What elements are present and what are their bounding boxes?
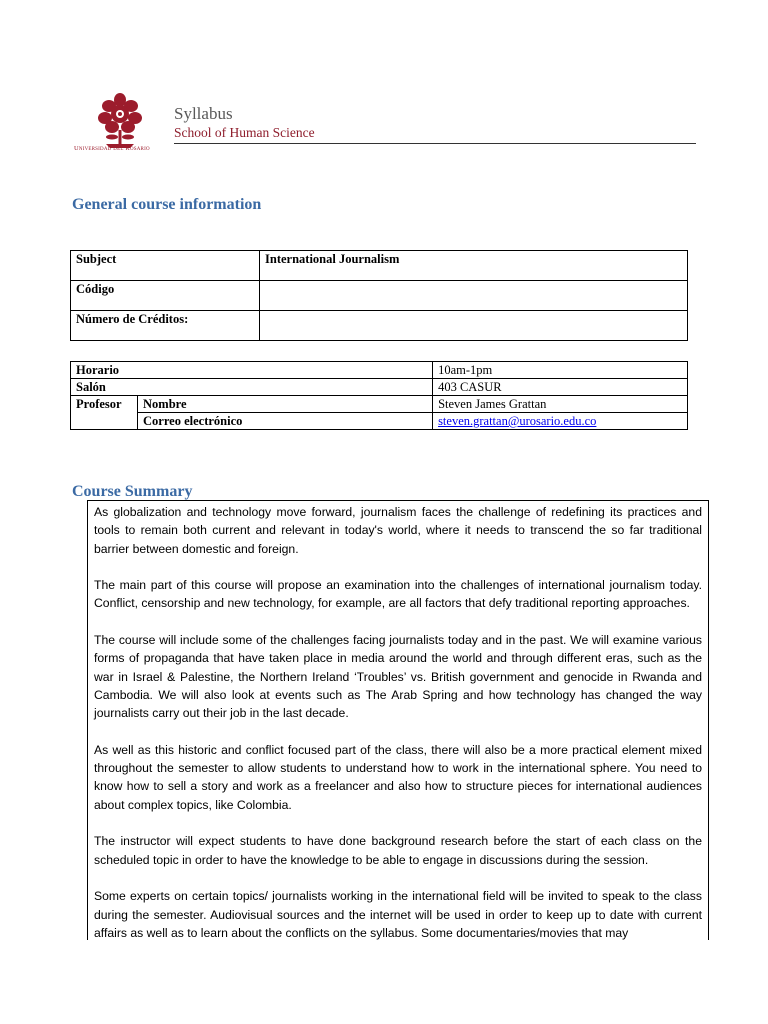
general-info-table xyxy=(70,250,688,341)
summary-paragraph: The instructor will expect students to have done background research before the start of each class on the scheduled topic in order to have the knowledge to be able to engage in discussions during the session. xyxy=(94,834,702,867)
salon-label: Salón xyxy=(71,379,433,396)
horario-label: Horario xyxy=(71,362,433,379)
correo-label: Correo electrónico xyxy=(138,413,433,430)
correo-cell xyxy=(433,413,688,430)
table-row xyxy=(71,396,688,413)
summary-paragraph: As globalization and technology move forward, journalism faces the challenge of redefining its practices and tools to remain both current and relevant in today's world, where it needs to transcend the so far traditional barrier between domestic and foreign. xyxy=(94,505,702,556)
table-row xyxy=(71,413,688,430)
creditos-value xyxy=(260,311,688,341)
summary-paragraph: As well as this historic and conflict focused part of the class, there will also be a more practical element mixed throughout the semester to allow students to understand how to work in the international sphere. You need to know how to sell a story and work as a freelancer and also how to structure pieces for international audiences about complex topics, like Colombia. xyxy=(94,742,702,812)
header-title: Syllabus xyxy=(174,104,233,123)
course-summary-box xyxy=(87,500,709,940)
creditos-label: Número de Créditos: xyxy=(71,311,260,341)
summary-paragraph: The main part of this course will propose an examination into the challenges of international journalism today. Conflict, censorship and new technology, for example, are all factors that defy traditional reporting approaches. xyxy=(94,578,702,611)
codigo-label: Código xyxy=(71,281,260,311)
subject-label: Subject xyxy=(71,251,260,281)
profesor-label: Profesor xyxy=(71,396,138,430)
header-subtitle: School of Human Science xyxy=(174,125,315,140)
horario-value: 10am-1pm xyxy=(433,362,688,379)
logo-caption: Universidad del Rosario xyxy=(74,145,150,152)
table-row xyxy=(71,281,688,311)
course-summary-heading: Course Summary xyxy=(72,483,193,500)
summary-paragraph: The course will include some of the challenges facing journalists today and in the past. We will examine various forms of propaganda that have taken place in media around the world and through different eras, such as the war in Israel & Palestine, the Northern Ireland ‘Troubles’ vs. British government and genocide in Rwanda and Cambodia. We will also look at events such as The Arab Spring and how technology has changed the way journalists carry out their job in the last decade. xyxy=(94,633,702,721)
email-link[interactable]: steven.grattan@urosario.edu.co xyxy=(438,414,597,428)
subject-value: International Journalism xyxy=(260,251,688,281)
table-row xyxy=(71,379,688,396)
summary-paragraph: Some experts on certain topics/ journalists working in the international field will be invited to speak to the class during the semester. Audiovisual sources and the internet will be used in order to keep up to date with current affairs as well as to learn about the conflicts on the syllabus. Some documentaries/movies that may xyxy=(94,889,702,940)
table-row xyxy=(71,251,688,281)
table-row xyxy=(71,362,688,379)
nombre-label: Nombre xyxy=(138,396,433,413)
header-divider xyxy=(174,143,696,144)
table-row xyxy=(71,311,688,341)
schedule-table xyxy=(70,361,688,430)
codigo-value xyxy=(260,281,688,311)
salon-value: 403 CASUR xyxy=(433,379,688,396)
general-info-heading: General course information xyxy=(72,196,262,213)
nombre-value: Steven James Grattan xyxy=(433,396,688,413)
